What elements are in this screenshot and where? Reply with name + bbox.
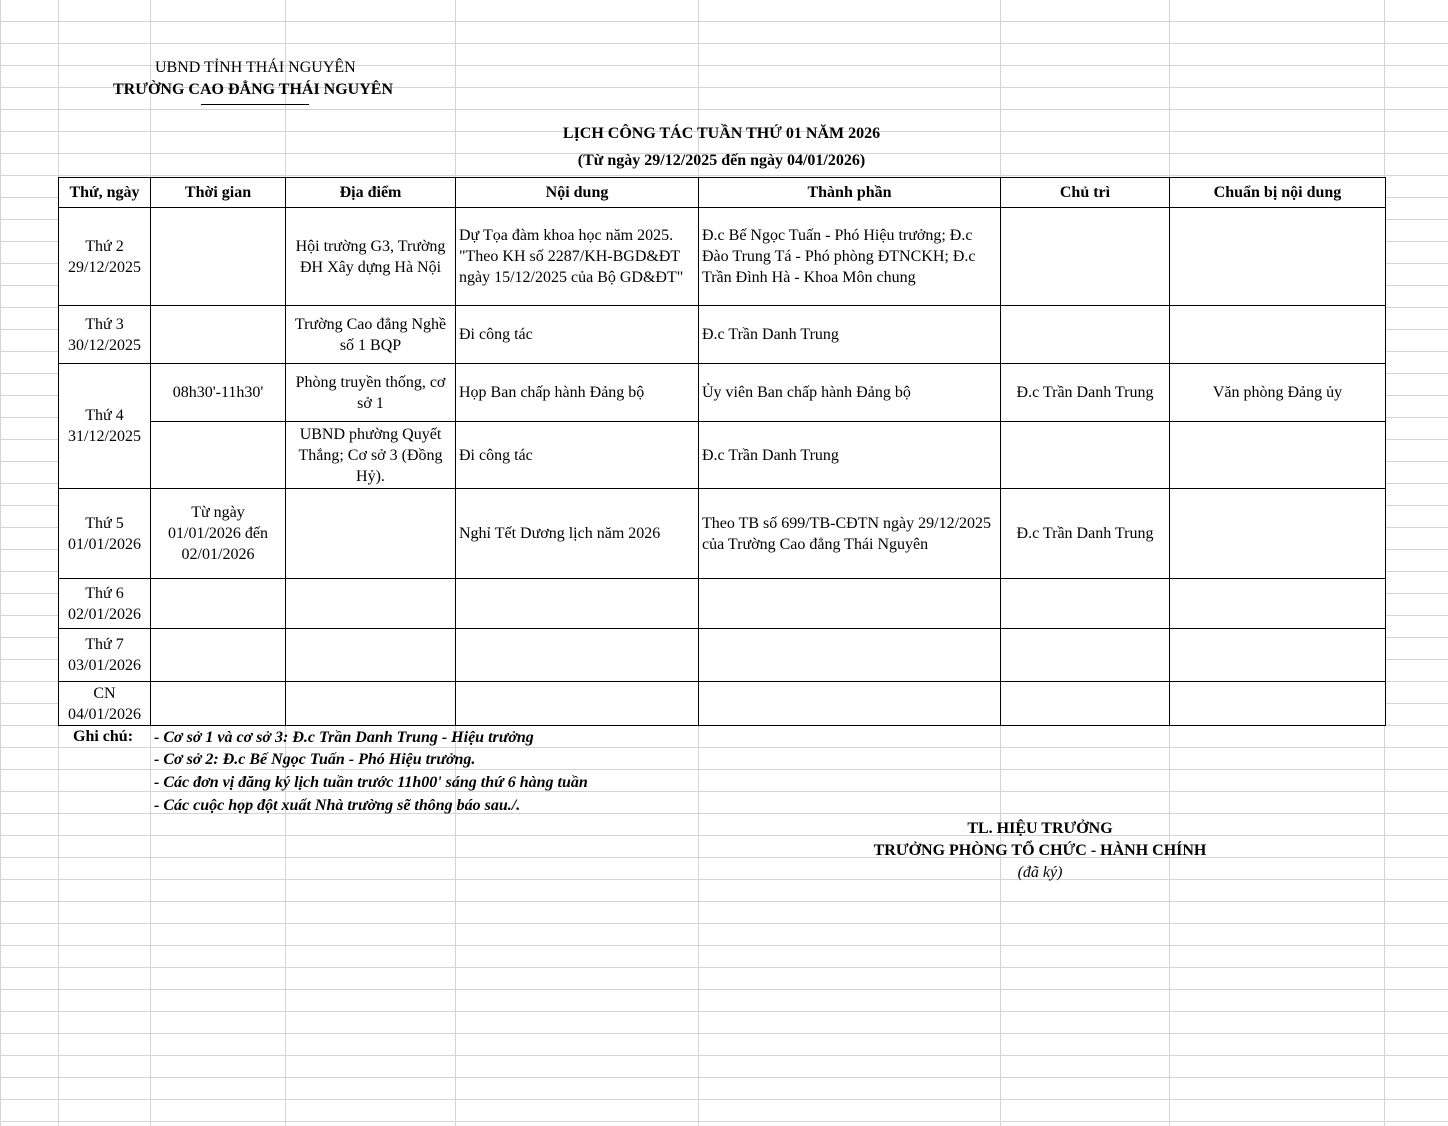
time-cell: Từ ngày 01/01/2026 đến 02/01/2026 <box>151 489 286 579</box>
column-header-chair: Chủ trì <box>1001 178 1170 208</box>
day-cell <box>59 208 151 306</box>
place-cell <box>286 489 456 579</box>
schedule-date-range: (Từ ngày 29/12/2025 đến ngày 04/01/2026) <box>577 152 866 169</box>
members-cell: Đ.c Trần Danh Trung <box>699 306 1001 364</box>
day-label: Thứ 5 <box>85 514 124 532</box>
table-row <box>59 422 1386 489</box>
schedule-table <box>58 177 1386 726</box>
chair-cell <box>1001 629 1170 682</box>
table-row <box>59 489 1386 579</box>
place-cell: Hội trường G3, Trường ĐH Xây dựng Hà Nội <box>286 208 456 306</box>
day-label: Thứ 2 <box>85 237 124 255</box>
column-header-time: Thời gian <box>151 178 286 208</box>
date-label: 31/12/2025 <box>68 428 141 445</box>
chair-cell: Đ.c Trần Danh Trung <box>1001 489 1170 579</box>
column-header-members: Thành phần <box>699 178 1001 208</box>
members-cell: Đ.c Bế Ngọc Tuấn - Phó Hiệu trưởng; Đ.c Đào Trung Tá - Phó phòng ĐTNCKH; Đ.c Trần Đình Hà - Khoa Môn chung <box>699 208 1001 306</box>
day-label: Thứ 4 <box>85 407 124 424</box>
time-cell: 08h30'-11h30' <box>151 364 286 422</box>
table-row <box>59 306 1386 364</box>
members-cell: Ủy viên Ban chấp hành Đảng bộ <box>699 364 1001 422</box>
day-cell <box>59 682 151 726</box>
time-cell <box>151 629 286 682</box>
chair-cell <box>1001 422 1170 489</box>
table-row <box>59 364 1386 422</box>
table-row <box>59 682 1386 726</box>
chair-cell <box>1001 306 1170 364</box>
time-cell <box>151 306 286 364</box>
members-cell: Đ.c Trần Danh Trung <box>699 422 1001 489</box>
place-cell <box>286 629 456 682</box>
content-cell: Đi công tác <box>456 422 699 489</box>
agency-name: UBND TỈNH THÁI NGUYÊN <box>155 59 356 76</box>
time-cell <box>151 422 286 489</box>
day-cell <box>59 579 151 629</box>
members-cell <box>699 629 1001 682</box>
prep-cell <box>1170 306 1386 364</box>
school-name: TRƯỜNG CAO ĐẲNG THÁI NGUYÊN <box>113 81 394 98</box>
place-cell <box>286 579 456 629</box>
day-label: Thứ 7 <box>85 636 124 653</box>
content-cell <box>456 629 699 682</box>
time-cell <box>151 579 286 629</box>
date-label: 03/01/2026 <box>68 657 141 674</box>
chair-cell: Đ.c Trần Danh Trung <box>1001 364 1170 422</box>
chair-cell <box>1001 682 1170 726</box>
prep-cell <box>1170 682 1386 726</box>
column-header-content: Nội dung <box>456 178 699 208</box>
prep-cell <box>1170 489 1386 579</box>
chair-cell <box>1001 579 1170 629</box>
column-header-prep: Chuẩn bị nội dung <box>1170 178 1386 208</box>
signature-position: TRƯỞNG PHÒNG TỔ CHỨC - HÀNH CHÍNH <box>873 842 1207 859</box>
members-cell <box>699 579 1001 629</box>
content-cell: Họp Ban chấp hành Đảng bộ <box>456 364 699 422</box>
members-cell: Theo TB số 699/TB-CĐTN ngày 29/12/2025 của Trường Cao đẳng Thái Nguyên <box>699 489 1001 579</box>
time-cell <box>151 208 286 306</box>
day-cell <box>59 306 151 364</box>
prep-cell <box>1170 629 1386 682</box>
note-item: - Các đơn vị đăng ký lịch tuần trước 11h00' sáng thứ 6 hàng tuần <box>154 774 588 791</box>
table-header-row <box>59 178 1386 208</box>
date-label: 04/01/2026 <box>68 705 141 723</box>
note-item: - Cơ sở 1 và cơ sở 3: Đ.c Trần Danh Trung - Hiệu trưởng <box>154 729 534 746</box>
chair-cell <box>1001 208 1170 306</box>
table-row <box>59 579 1386 629</box>
prep-cell: Văn phòng Đảng ủy <box>1170 364 1386 422</box>
table-row <box>59 208 1386 306</box>
members-cell <box>699 682 1001 726</box>
schedule-title: LỊCH CÔNG TÁC TUẦN THỨ 01 NĂM 2026 <box>562 125 881 142</box>
prep-cell <box>1170 422 1386 489</box>
date-label: 01/01/2026 <box>68 535 141 553</box>
place-cell: Trường Cao đẳng Nghề số 1 BQP <box>286 306 456 364</box>
day-label: CN <box>93 684 116 702</box>
place-cell: Phòng truyền thống, cơ sở 1 <box>286 364 456 422</box>
header-underline <box>201 104 309 105</box>
content-cell: Nghỉ Tết Dương lịch năm 2026 <box>456 489 699 579</box>
day-cell <box>59 489 151 579</box>
time-cell <box>151 682 286 726</box>
content-cell: Đi công tác <box>456 306 699 364</box>
signature-title: TL. HIỆU TRƯỞNG <box>967 820 1113 837</box>
note-item: - Các cuộc họp đột xuất Nhà trường sẽ thông báo sau./. <box>154 797 521 814</box>
table-row <box>59 629 1386 682</box>
notes-label: Ghi chú: <box>73 728 134 745</box>
place-cell <box>286 682 456 726</box>
content-cell: Dự Tọa đàm khoa học năm 2025. "Theo KH số 2287/KH-BGD&ĐT ngày 15/12/2025 của Bộ GD&ĐT" <box>456 208 699 306</box>
date-label: 29/12/2025 <box>68 258 141 276</box>
prep-cell <box>1170 208 1386 306</box>
signature-status: (đã ký) <box>1017 864 1063 881</box>
day-label: Thứ 3 <box>85 315 124 333</box>
column-header-place: Địa điểm <box>286 178 456 208</box>
date-label: 30/12/2025 <box>68 336 141 354</box>
content-cell <box>456 682 699 726</box>
column-header-day: Thứ, ngày <box>59 178 151 208</box>
note-item: - Cơ sở 2: Đ.c Bế Ngọc Tuấn - Phó Hiệu trưởng. <box>154 751 476 768</box>
place-cell: UBND phường Quyết Thắng; Cơ sở 3 (Đồng Hỷ). <box>286 422 456 489</box>
content-cell <box>456 579 699 629</box>
prep-cell <box>1170 579 1386 629</box>
date-label: 02/01/2026 <box>68 605 141 623</box>
day-cell <box>59 629 151 682</box>
day-label: Thứ 6 <box>85 584 124 602</box>
day-cell <box>59 364 151 489</box>
